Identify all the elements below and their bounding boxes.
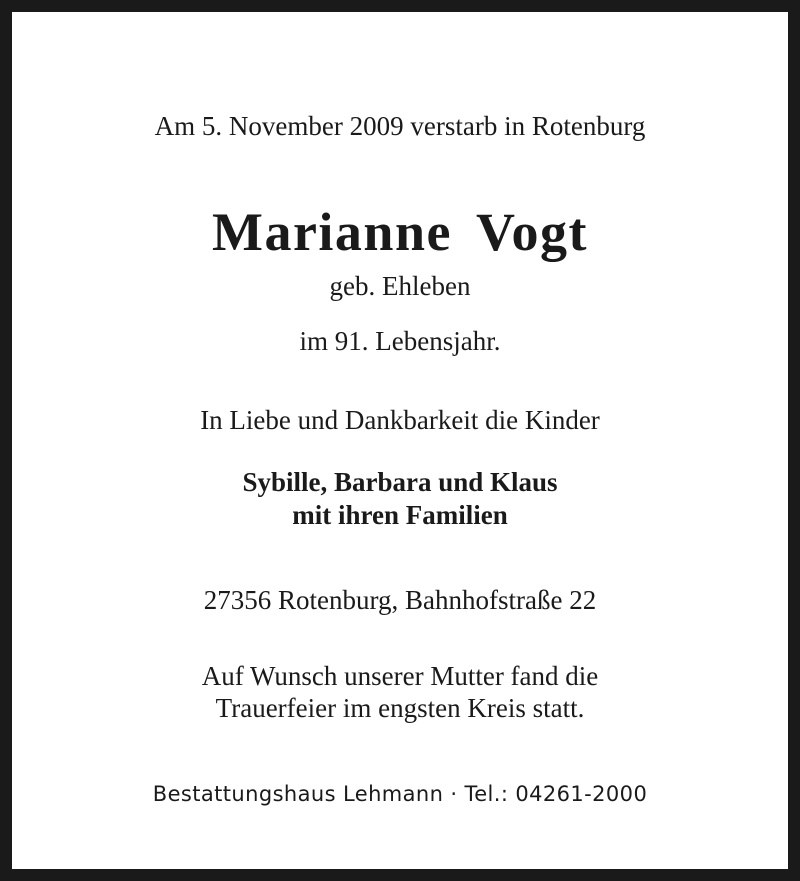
- mourners-line-1: Sybille, Barbara und Klaus: [242, 467, 558, 497]
- funeral-note-line-1: Auf Wunsch unserer Mutter fand die: [201, 661, 599, 691]
- family-address: 27356 Rotenburg, Bahnhofstraße 22: [203, 585, 597, 615]
- mourners-names: [0, 466, 800, 532]
- deceased-name: Marianne Vogt: [211, 202, 589, 262]
- death-announcement: Am 5. November 2009 verstarb in Rotenburg: [154, 111, 646, 141]
- funeral-home-contact: Bestattungshaus Lehmann · Tel.: 04261-2000: [152, 782, 648, 806]
- maiden-name: geb. Ehleben: [329, 271, 471, 301]
- funeral-note: [0, 660, 800, 724]
- mourners-intro: In Liebe und Dankbarkeit die Kinder: [200, 405, 600, 435]
- funeral-note-line-2: Trauerfeier im engsten Kreis statt.: [215, 693, 585, 723]
- mourners-line-2: mit ihren Familien: [292, 500, 508, 530]
- age-line: im 91. Lebensjahr.: [299, 326, 501, 356]
